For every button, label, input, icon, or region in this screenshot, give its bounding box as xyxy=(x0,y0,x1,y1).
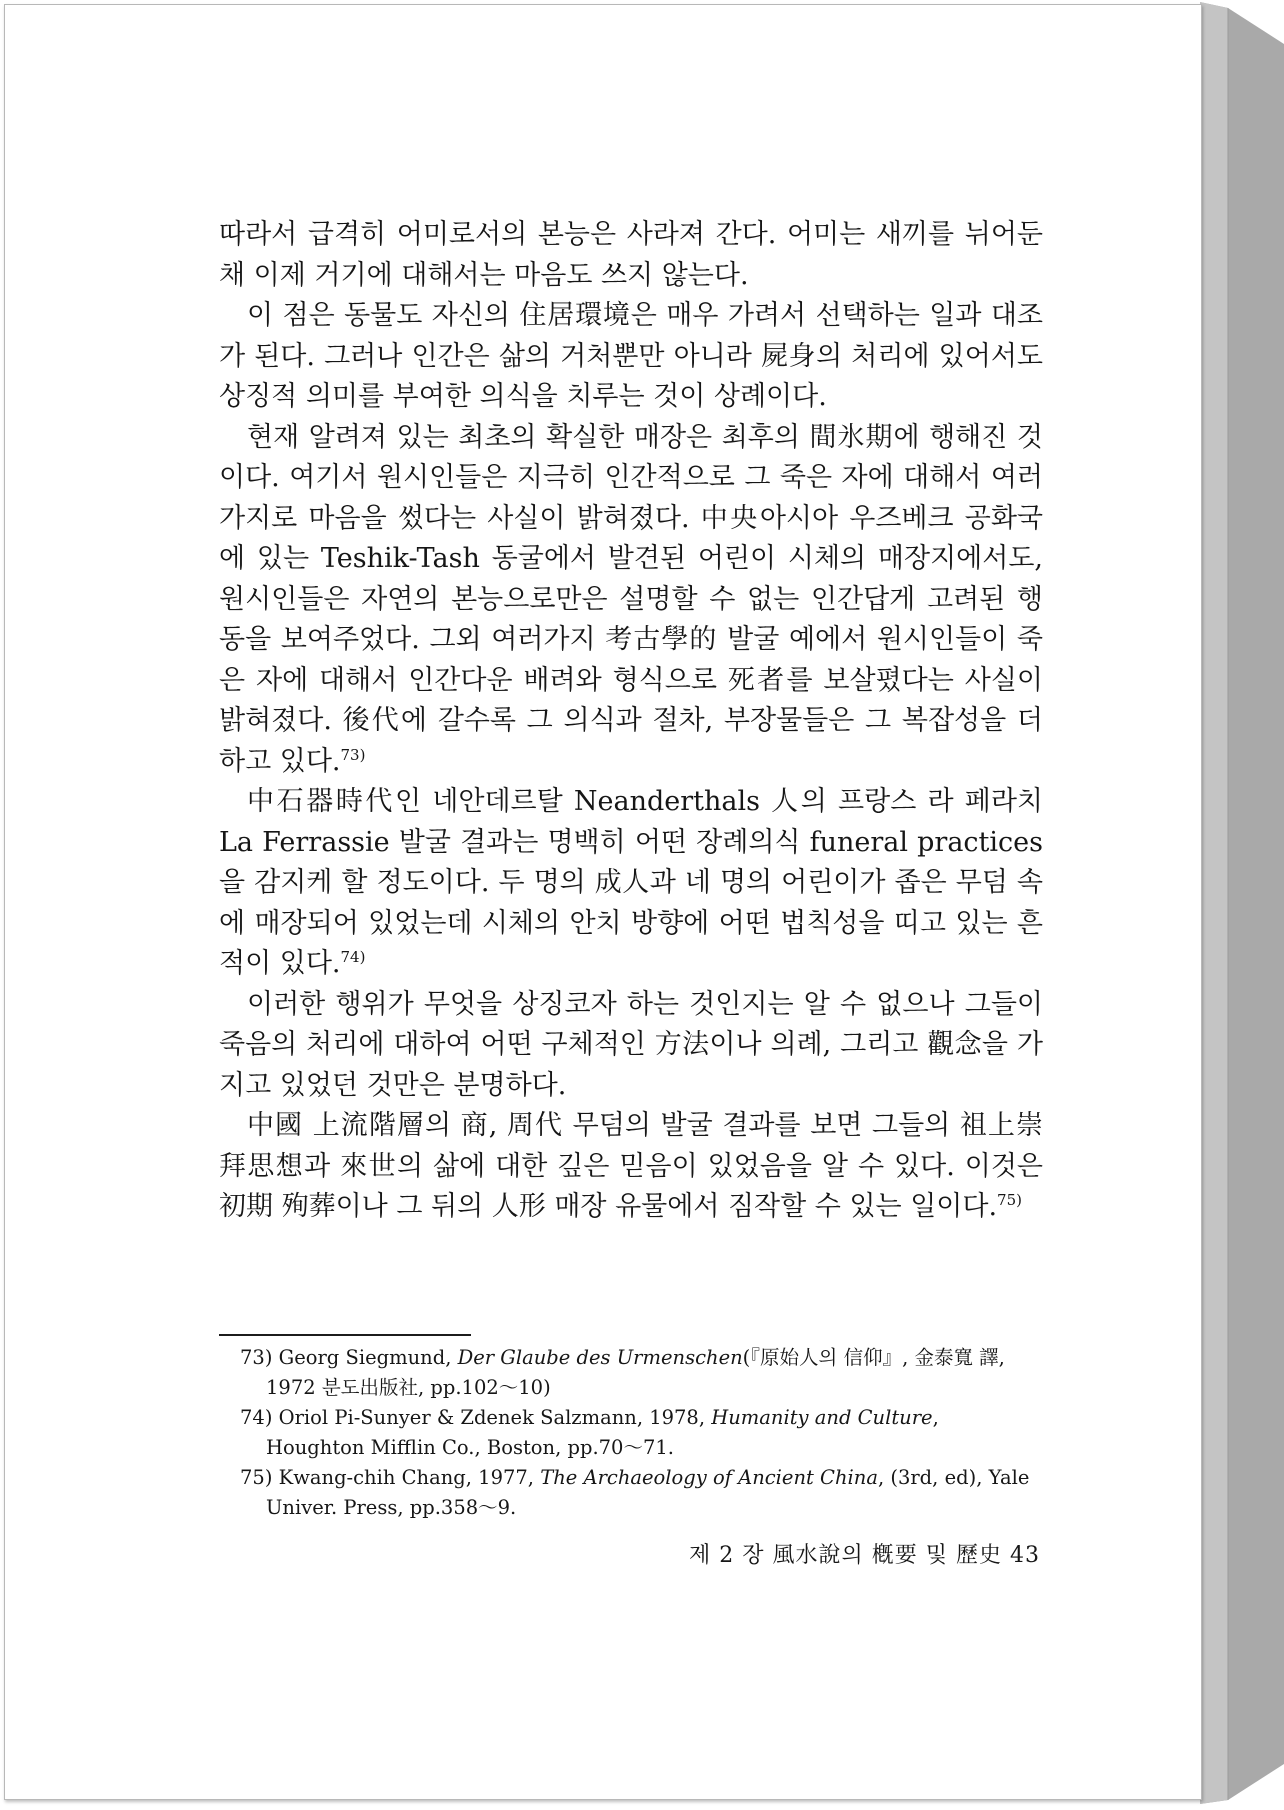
footnote-text: Kwang-chih Chang, 1977, xyxy=(278,1466,541,1489)
body-text xyxy=(219,215,1043,1228)
paragraph xyxy=(219,782,1043,985)
footnote-text: Oriol Pi-Sunyer & Zdenek Salzmann, 1978, xyxy=(278,1406,712,1429)
footnote-text: Georg Siegmund, xyxy=(278,1346,458,1369)
paragraph-text: 이 점은 동물도 자신의 住居環境은 매우 가려서 선택하는 일과 대조가 된다. 그러나 인간은 삶의 거처뿐만 아니라 屍身의 처리에 있어서도 상징적 의미를 부여한 의식을 치루는 것이 상례이다. xyxy=(219,300,1043,412)
footnote xyxy=(240,1343,1040,1402)
footnote-ref: 73) xyxy=(340,745,366,764)
footnote-number: 75) xyxy=(240,1466,273,1489)
footnote xyxy=(240,1403,1040,1462)
paragraph xyxy=(219,418,1043,783)
paragraph-text: 中石器時代인 네안데르탈 Neanderthals 人의 프랑스 라 페라치 La Ferrassie 발굴 결과는 명백히 어떤 장례의식 funeral practices을 감지케 할 정도이다. 두 명의 成人과 네 명의 어린이가 좁은 무덤 속에 매장되어 있었는데 시체의 안치 방향에 어떤 법칙성을 띠고 있는 흔적이 있다. xyxy=(219,786,1043,979)
paragraph xyxy=(219,215,1043,296)
footnote-divider xyxy=(219,1334,471,1336)
footnote-title: Humanity and Culture xyxy=(711,1406,933,1429)
footnote-number: 73) xyxy=(240,1346,273,1369)
paragraph xyxy=(219,296,1043,418)
footnote-ref: 74) xyxy=(340,948,366,966)
footnote xyxy=(240,1463,1040,1522)
footnote-title: The Archaeology of Ancient China xyxy=(540,1466,878,1489)
footnote-text: (『原始人의 信仰』, 金泰寬 譯, 1972 분도出版社, pp.102～10) xyxy=(266,1346,1005,1399)
paragraph xyxy=(219,1106,1043,1228)
paragraph-text: 이러한 행위가 무엇을 상징코자 하는 것인지는 알 수 없으나 그들이 죽음의 처리에 대하여 어떤 구체적인 方法이나 의례, 그리고 觀念을 가지고 있었던 것만은 분명하다. xyxy=(219,988,1043,1101)
paragraph-text: 따라서 급격히 어미로서의 본능은 사라져 간다. 어미는 새끼를 뉘어둔 채 이제 거기에 대해서는 마음도 쓰지 않는다. xyxy=(219,219,1043,291)
footnote-text: , (3rd, ed), Yale Univer. Press, pp.358～9. xyxy=(266,1466,1030,1519)
footnote-ref: 75) xyxy=(997,1191,1022,1209)
book-edge-decoration xyxy=(1200,0,1284,1806)
footnote-number: 74) xyxy=(240,1406,273,1429)
paragraph-text: 中國 上流階層의 商, 周代 무덤의 발굴 결과를 보면 그들의 祖上崇拜思想과 來世의 삶에 대한 깊은 믿음이 있었음을 알 수 있다. 이것은 初期 殉葬이나 그 뒤의 人形 매장 유물에서 짐작할 수 있는 일이다. xyxy=(219,1110,1043,1222)
paragraph-text: 현재 알려져 있는 최초의 확실한 매장은 최후의 間氷期에 행해진 것이다. 여기서 원시인들은 지극히 인간적으로 그 죽은 자에 대해서 여러 가지로 마음을 썼다는 사실이 밝혀졌다. 中央아시아 우즈베크 공화국에 있는 Teshik-Tash 동굴에서 발견된 어린이 시체의 매장지에서도, 원시인들은 자연의 본능으로만은 설명할 수 없는 인간답게 고려된 행동을 보여주었다. 그외 여러가지 考古學的 발굴 예에서 원시인들이 죽은 자에 대해서 인간다운 배려와 형식으로 死者를 보살폈다는 사실이 밝혀졌다. 後代에 갈수록 그 의식과 절차, 부장물들은 그 복잡성을 더하고 있다. xyxy=(219,421,1043,777)
footnote-title: Der Glaube des Urmenschen xyxy=(457,1346,743,1369)
running-footer: 제 2 장 風水說의 槪要 및 歷史 43 xyxy=(689,1543,1040,1568)
book-edge-shape xyxy=(1200,0,1284,1806)
footnote-text: , Houghton Mifflin Co., Boston, pp.70～71. xyxy=(266,1406,939,1459)
footnotes xyxy=(240,1343,1040,1523)
paragraph xyxy=(219,985,1043,1107)
